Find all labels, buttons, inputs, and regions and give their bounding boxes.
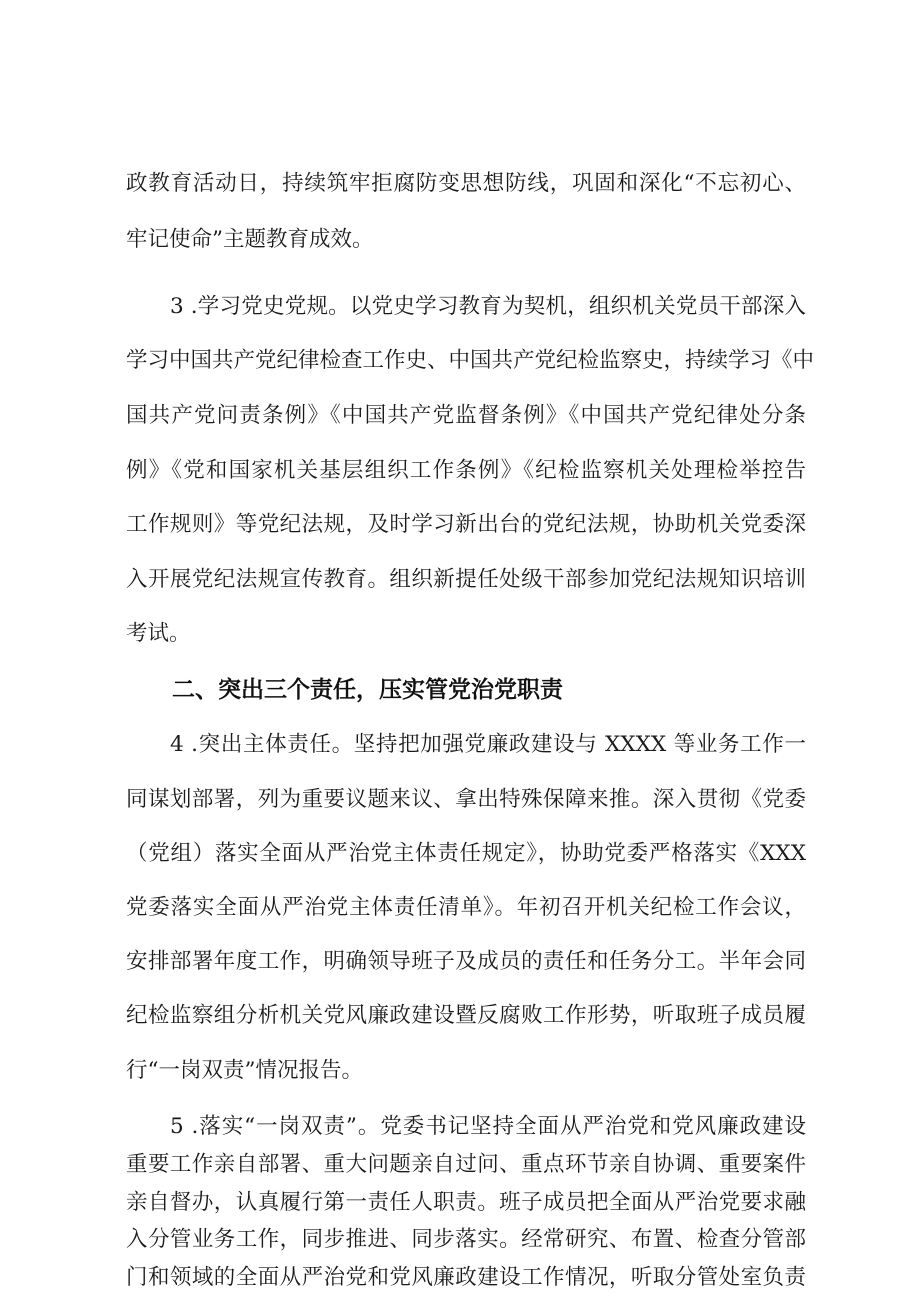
paragraph-line: 纪检监察组分析机关党风廉政建设暨反腐败工作形势，听取班子成员履 (126, 1003, 806, 1028)
paragraph-line: 牢记使命”主题教育成效。 (126, 227, 374, 252)
paragraph-line: 5 .落实“一岗双责”。党委书记坚持全面从严治党和党风廉政建设 (170, 1114, 806, 1139)
paragraph-line: 入分管业务工作，同步推进、同步落实。经常研究、布置、检查分管部 (126, 1227, 806, 1253)
paragraph-line: 国共产党问责条例》《中国共产党监督条例》《中国共产党纪律处分条 (126, 403, 806, 428)
paragraph-line: 门和领域的全面从严治党和党风廉政建设工作情况，听取分管处室负责 (126, 1265, 806, 1290)
section-heading: 二、突出三个责任，压实管党治党职责 (172, 677, 563, 703)
paragraph-line: 行“一岗双责”情况报告。 (126, 1058, 363, 1083)
paragraph-line: 例》《党和国家机关基层组织工作条例》《纪检监察机关处理检举控告 (126, 458, 806, 483)
paragraph-line: 党委落实全面从严治党主体责任清单》。年初召开机关纪检工作会议， (126, 895, 806, 920)
paragraph-line: 入开展党纪法规宣传教育。组织新提任处级干部参加党纪法规知识培训 (126, 567, 806, 592)
paragraph-line: 安排部署年度工作，明确领导班子及成员的责任和任务分工。半年会同 (126, 949, 806, 974)
paragraph-line: 3 .学习党史党规。以党史学习教育为契机，组织机关党员干部深入 (170, 294, 806, 319)
paragraph-line: 工作规则》等党纪法规，及时学习新出台的党纪法规，协助机关党委深 (126, 512, 806, 537)
paragraph-line: 亲自督办，认真履行第一责任人职责。班子成员把全面从严治党要求融 (126, 1189, 806, 1215)
paragraph-line: 重要工作亲自部署、重大问题亲自过问、重点环节亲自协调、重要案件 (126, 1151, 806, 1177)
paragraph-line: 政教育活动日，持续筑牢拒腐防变思想防线，巩固和深化“不忘初心、 (126, 171, 806, 196)
paragraph-line: 同谋划部署，列为重要议题来议、拿出特殊保障来推。深入贯彻《党委 (126, 787, 806, 812)
paragraph-line: （党组）落实全面从严治党主体责任规定》，协助党委严格落实《XXX (126, 841, 806, 866)
paragraph-line: 4 .突出主体责任。坚持把加强党廉政建设与 XXXX 等业务工作一 (170, 732, 806, 757)
paragraph-line: 考试。 (126, 621, 191, 646)
paragraph-line: 学习中国共产党纪律检查工作史、中国共产党纪检监察史，持续学习《中 (126, 348, 815, 373)
